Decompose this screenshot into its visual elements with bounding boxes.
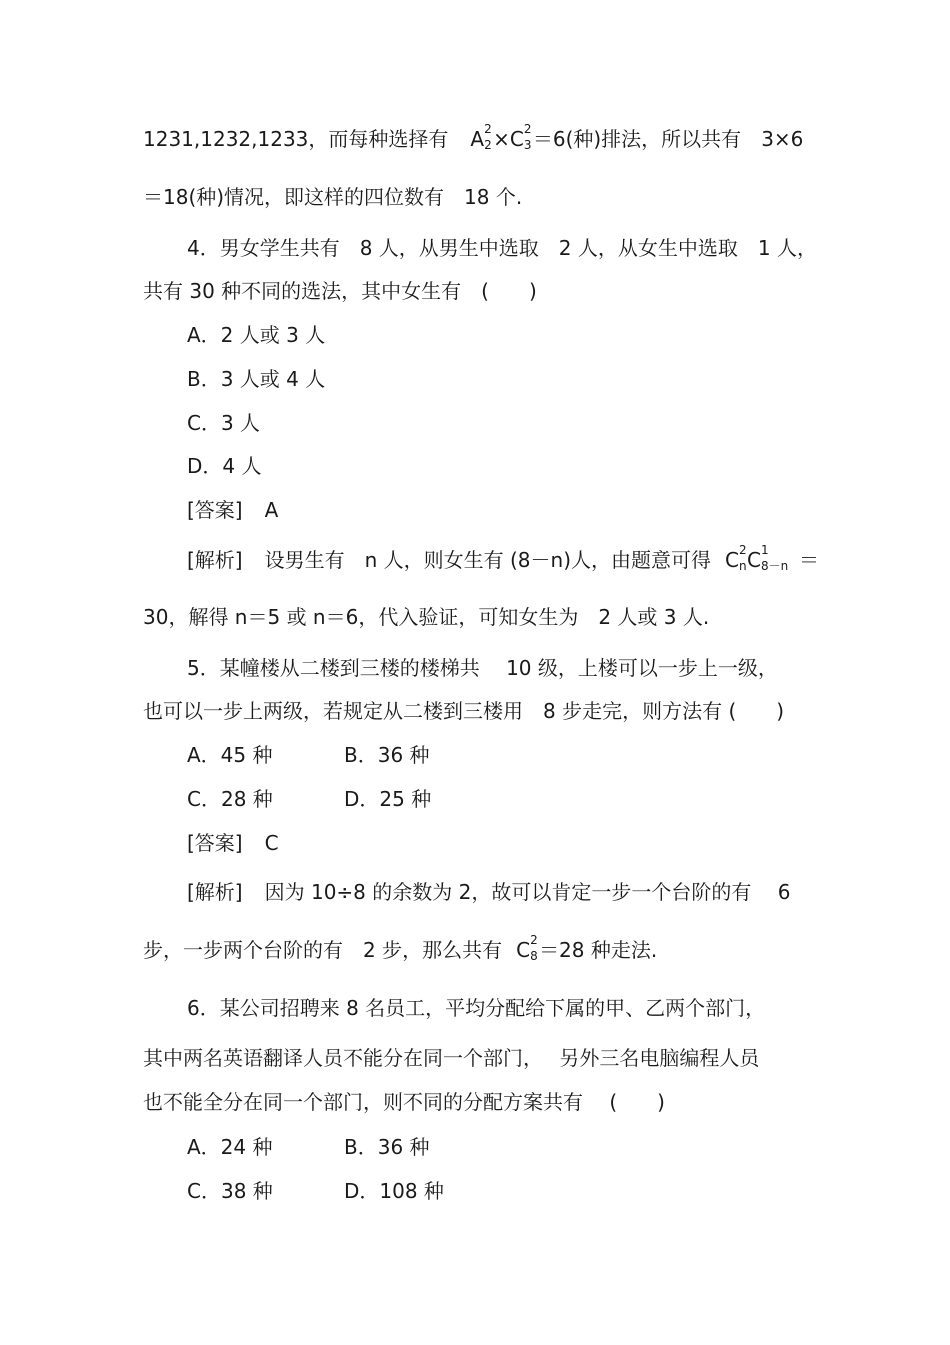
answer-value: C xyxy=(264,831,279,855)
text-fragment: ＝6(种)排法，所以共有 xyxy=(532,127,742,151)
text-number-list: 1231,1232,1233 xyxy=(143,127,309,151)
q5-options-row-2 xyxy=(187,785,587,813)
q5-option-c: C．28 种 xyxy=(187,787,273,811)
times-sign: × xyxy=(493,127,510,151)
q5-answer xyxy=(187,829,279,857)
prev-solution-line-2: ＝18(种)情况，即这样的四位数有 18 个. xyxy=(143,185,523,209)
q5-option-b: B．36 种 xyxy=(344,743,430,767)
q5-option-a: A．45 种 xyxy=(187,743,273,767)
math-combination-c8n1: C 1 8－n xyxy=(746,543,789,573)
q6-options-row-1 xyxy=(187,1133,587,1161)
math-combination-c82: C 2 8 xyxy=(516,933,538,963)
q5-stem-line-1: 5．某幢楼从二楼到三楼的楼梯共 10 级，上楼可以一步上一级， xyxy=(187,656,778,680)
text-fragment: 3×6 xyxy=(761,127,804,151)
q4-stem-line-1: 4．男女学生共有 8 人，从男生中选取 2 人，从女生中选取 1 人， xyxy=(187,236,817,260)
math-combination-cn2: C 2 n xyxy=(725,543,747,573)
text-fragment: 设男生有 n 人，则女生有 (8－n)人，由题意可得 xyxy=(264,548,712,572)
q4-option-a: A．2 人或 3 人 xyxy=(187,323,326,347)
explanation-label: [解析] xyxy=(187,548,243,572)
q4-answer xyxy=(187,496,278,524)
q4-option-c: C．3 人 xyxy=(187,411,261,435)
equals-sign: ＝ xyxy=(798,548,819,572)
q6-option-c: C．38 种 xyxy=(187,1179,273,1203)
q5-stem-line-2: 也可以一步上两级，若规定从二楼到三楼用 8 步走完，则方法有 ( ) xyxy=(143,699,785,723)
q6-stem-line-3: 也不能全分在同一个部门，则不同的分配方案共有 ( ) xyxy=(143,1090,665,1114)
text-fragment: 因为 10÷8 的余数为 2，故可以肯定一步一个台阶的有 6 xyxy=(264,880,791,904)
math-combination-c32: C 2 3 xyxy=(509,122,532,152)
q4-option-b: B．3 人或 4 人 xyxy=(187,367,326,391)
q6-option-a: A．24 种 xyxy=(187,1135,273,1159)
q6-stem-line-1: 6．某公司招聘来 8 名员工，平均分配给下属的甲、乙两个部门， xyxy=(187,996,766,1020)
q6-options-row-2 xyxy=(187,1177,587,1205)
answer-label: [答案] xyxy=(187,831,243,855)
q4-explanation-line-2: 30，解得 n＝5 或 n＝6，代入验证，可知女生为 2 人或 3 人. xyxy=(143,605,710,629)
prev-solution-line-1 xyxy=(143,122,804,153)
q6-stem-line-2: 其中两名英语翻译人员不能分在同一个部门， 另外三名电脑编程人员 xyxy=(143,1046,760,1070)
answer-label: [答案] xyxy=(187,498,243,522)
q6-option-d: D．108 种 xyxy=(344,1179,444,1203)
math-arrangement-a22: A 2 2 xyxy=(470,122,492,152)
q6-option-b: B．36 种 xyxy=(344,1135,430,1159)
explanation-label: [解析] xyxy=(187,880,243,904)
text-fragment: ＝28 种走法. xyxy=(539,938,658,962)
q4-option-d: D．4 人 xyxy=(187,454,262,478)
q5-option-d: D．25 种 xyxy=(344,787,432,811)
text-fragment: ，而每种选择有 xyxy=(308,127,449,151)
q4-explanation-line-1 xyxy=(187,543,819,574)
q4-stem-line-2: 共有 30 种不同的选法，其中女生有 ( ) xyxy=(143,279,537,303)
q5-explanation-line-1 xyxy=(187,878,790,906)
q5-explanation-line-2 xyxy=(143,933,658,964)
text-fragment: 步，一步两个台阶的有 2 步，那么共有 xyxy=(143,938,503,962)
q5-options-row-1 xyxy=(187,741,587,769)
answer-value: A xyxy=(264,498,279,522)
